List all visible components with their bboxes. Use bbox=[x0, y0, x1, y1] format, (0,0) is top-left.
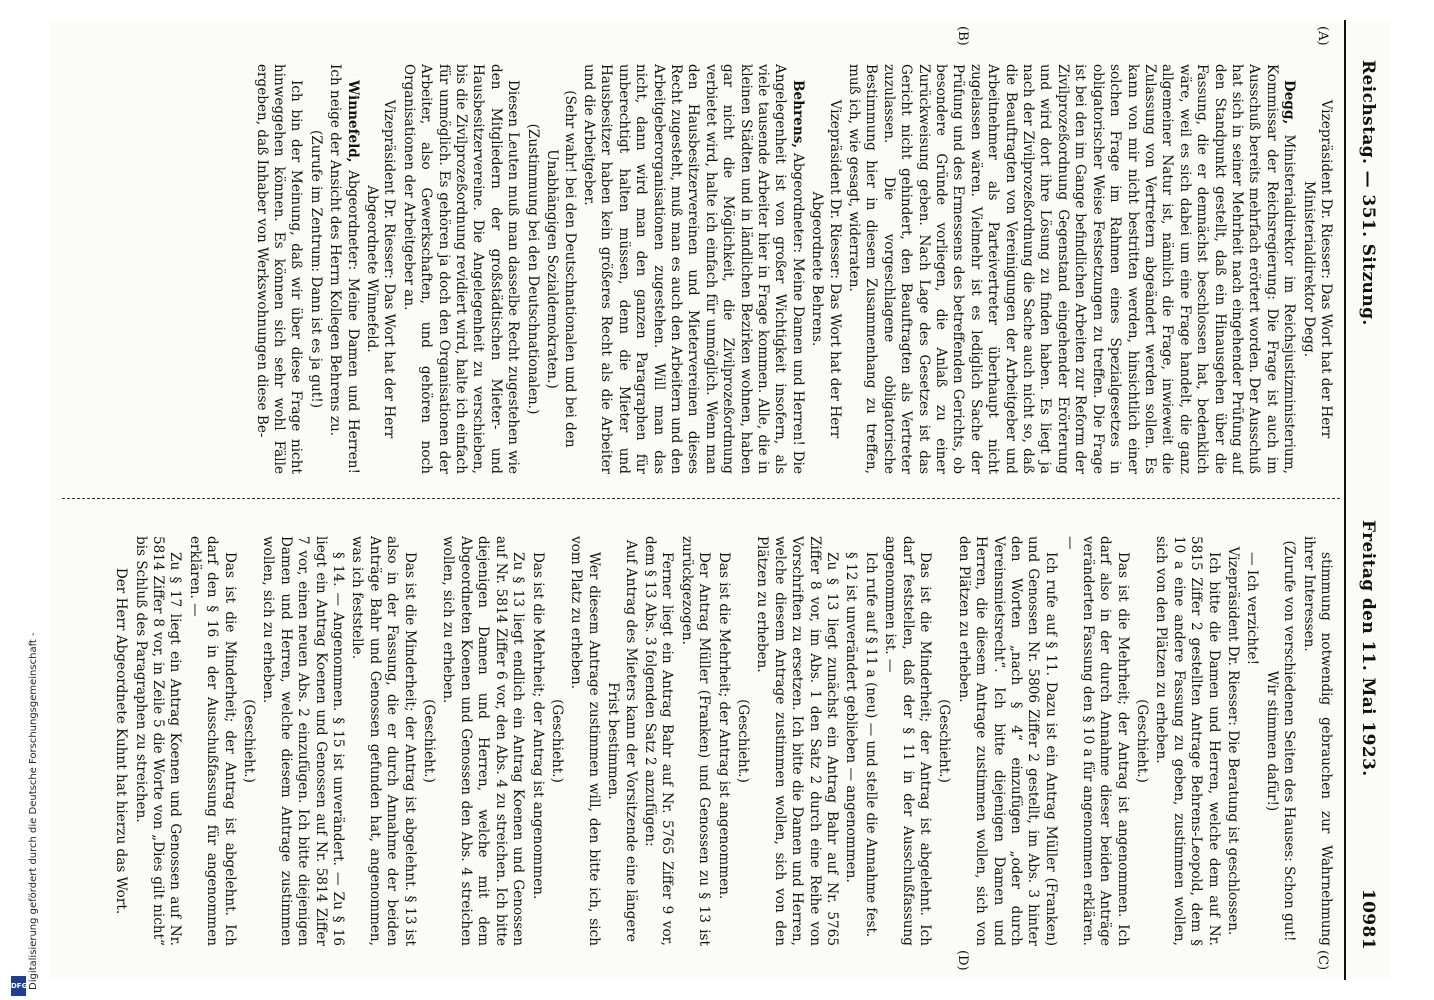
header-session: Reichstag. — 351. Sitzung. bbox=[1358, 60, 1378, 326]
paragraph-text: — Ich verzichte! bbox=[1244, 552, 1261, 666]
paragraph-text: Der Herr Abgeordnete Kuhnt hat hierzu das Wort. bbox=[113, 567, 130, 915]
paragraph bbox=[259, 536, 346, 946]
centered-note bbox=[1224, 536, 1241, 946]
speaker-name: Winnefeld, bbox=[344, 80, 361, 163]
paragraph bbox=[714, 536, 731, 946]
column-divider bbox=[62, 498, 1340, 499]
right-column bbox=[60, 536, 1334, 946]
centered-note bbox=[548, 536, 565, 946]
paragraph-text: Auf Antrag des Mieters kann der Vorsitzende eine längere Frist bestimmen. bbox=[605, 539, 639, 943]
paragraph-text: Vizepräsident Dr. Riesser: Das Wort hat der Herr Abgeordnete Winnefeld. bbox=[364, 99, 398, 439]
paragraph-text: Das ist die Mehrheit; der Antrag ist angenommen. Ich darf also in der durch Annahme dieser beiden Anträge veränderten Fassung den § 10 a für angenommen erklären. — bbox=[1062, 536, 1131, 946]
paragraph-text: Abgeordneter: Meine Damen und Herren! Die Angelegenheit ist von großer Wichtigkeit insofern, als viele tausende Arbeiter hier in Frage kommen. Alle, die in kleinen Städten und in ländlichen Bezirken wohnen, haben gar nicht die Möglichkeit, die Zivilprozeßordnung verbietet wird, halte ich einfach für unmöglich. Wenn man den Hausbesitzervereinen und Mietervereinen dieses Recht zugesteht, muß man es auch den Arbeitern und den Arbeitgeberorganisationen zugestehen. Will man das nicht, dann wird man den ganzen Paragraphen für unberechtigt halten müssen, denn die Mieter und Hausbesitzer haben kein größeres Recht als die Arbeiter und die Arbeitgeber. bbox=[580, 64, 806, 474]
page-number: 10981 bbox=[1358, 888, 1378, 950]
centered-note bbox=[935, 536, 952, 946]
paragraph-text: Ich rufe auf § 11 a (neu) — und stelle die Annahme fest. bbox=[862, 552, 879, 938]
paragraph bbox=[131, 536, 183, 946]
speaker-name: Behrens, bbox=[789, 80, 806, 149]
paragraph-text: § 14. — Angenommen. § 15 ist unverändert. — Zu § 16 liegt ein Antrag Koenen und Genossen auf Nr. 5814 Ziffer 7 vor, einen neuen Abs. 2 einzufügen. Ich bitte diejenigen Damen und Herren, welche diesem Antrage zustimmen wollen, sich zu erheben. bbox=[260, 536, 347, 946]
page-header bbox=[1344, 20, 1390, 980]
paragraph-text: Das ist die Mehrheit; der Antrag ist angenommen. bbox=[529, 552, 546, 900]
paragraph bbox=[252, 64, 304, 474]
paragraph-text: § 12 ist unverändert geblieben — angenommen. bbox=[843, 552, 860, 883]
margin-mark-a: (A) bbox=[1315, 26, 1330, 46]
paragraph-text: Vizepräsident Dr. Riesser: Das Wort hat der Herr Abgeordnete Behrens. bbox=[809, 99, 843, 439]
paragraph bbox=[348, 536, 418, 946]
paragraph-text: Ferner liegt ein Antrag Bahr auf Nr. 5765 Ziffer 9 vor, dem § 13 Abs. 3 folgenden Satz 2 anzufügen: bbox=[641, 536, 676, 946]
margin-mark-d: (D) bbox=[955, 950, 970, 971]
paragraph-text: Das ist die Minderheit; der Antrag ist abgelehnt. § 13 ist also in der Fassung, die er durch Annahme der beiden Anträge Bahr und Genossen gefunden hat, angenommen, was ich feststelle. bbox=[349, 536, 418, 946]
paragraph-text: (Geschieht.) bbox=[548, 699, 565, 783]
centered-note bbox=[240, 536, 257, 946]
document-page bbox=[50, 20, 1390, 980]
header-date: Freitag den 11. Mai 1923. bbox=[1358, 520, 1378, 777]
paragraph bbox=[1299, 536, 1334, 946]
paragraph bbox=[845, 64, 1298, 474]
paragraph-text: Das ist die Mehrheit; der Antrag ist angenommen. bbox=[715, 552, 732, 900]
paragraph-text: Zu § 13 liegt endlich ein Antrag Koenen und Genossen auf Nr. 5814 Ziffer 6 vor, den Abs. 4 zu streichen. Ich bitte diejenigen Damen und Herren, welche mit dem Abgeordneten Koenen und Genossen den Abs. 4 streichen wollen, sich zu erheben. bbox=[440, 536, 527, 946]
paragraph bbox=[1061, 536, 1131, 946]
centered-note bbox=[112, 536, 129, 946]
paragraph bbox=[753, 536, 840, 946]
paragraph bbox=[881, 536, 933, 946]
paragraph bbox=[677, 536, 712, 946]
paragraph bbox=[567, 536, 602, 946]
paragraph-text: Ich bitte die Damen und Herren, welche dem auf Nr. 5815 Ziffer 2 gestellten Antrage Behrens-Leopold, dem § 10 a eine andere Fassung zu geben, zustimmen wollen, sich von den Plätzen zu erheben. bbox=[1153, 536, 1222, 946]
paragraph bbox=[528, 536, 545, 946]
margin-mark-b: (B) bbox=[955, 26, 970, 46]
paragraph-text: Diesen Leuten muß man dasselbe Recht zugestehen wie den Mitgliedern der großstädtischen Mieter- und Hausbesitzervereine. Die Angelegenheit zu verschieben, bis die Zivilprozeßordnung revidiert wird, halte ich einfach für unmöglich. Es gehören ja doch den Organisationen der Arbeiter, also Gewerkschaften, und gehören noch Organisationen der Arbeitgeber an. bbox=[400, 64, 522, 474]
centered-note bbox=[523, 64, 540, 474]
paragraph bbox=[641, 536, 676, 946]
margin-mark-c: (C) bbox=[1315, 950, 1330, 971]
paragraph-text: (Geschieht.) bbox=[735, 699, 751, 783]
digitization-credit bbox=[8, 10, 39, 990]
centered-note bbox=[306, 64, 323, 474]
paragraph bbox=[842, 536, 859, 946]
paragraph-text: (Sehr wahr! bei den Deutschnationalen und bei den Unabhängigen Sozialdemokraten.) bbox=[544, 90, 578, 448]
paragraph-text: Ich rufe auf § 11. Dazu ist ein Antrag Müller (Franken) und Genossen Nr. 5806 Ziffer 2 gestellt, im Abs. 3 hinter den Worten „nach § 4“ einzufügen „oder durch Vereinsmietsrecht“. Ich bitte diejenigen Damen und Herren, die diesem Antrage zustimmen wollen, sich von den Plätzen zu erheben. bbox=[955, 536, 1059, 946]
speaker-name: Degg, bbox=[1281, 80, 1298, 125]
centered-note bbox=[1299, 64, 1334, 474]
left-column bbox=[60, 64, 1334, 474]
centered-note bbox=[808, 64, 843, 474]
paragraph-text: Zu § 17 liegt ein Antrag Koenen und Genossen auf Nr. 5814 Ziffer 8 vor, in Zeile 5 die Worte von „Dies gilt nicht“ bis Schluß des Paragraphen zu streichen. bbox=[132, 536, 184, 946]
centered-note bbox=[734, 536, 751, 946]
paragraph bbox=[326, 64, 361, 474]
paragraph-text: Zu § 13 liegt zunächst ein Antrag Bahr auf Nr. 5765 Ziffer 8 vor, im Abs. 1 den Satz 2 durch eine Reihe von Vorschriften zu ersetzen. Ich bitte die Damen und Herren, welche diesem Antrage zustimmen wollen, sich von den Plätzen zu erheben. bbox=[754, 536, 841, 946]
paragraph-text: (Geschieht.) bbox=[1133, 699, 1150, 783]
paragraph-text: Das ist die Minderheit; der Antrag ist abgelehnt. Ich darf feststellen, daß der § 11 in der Ausschußfassung angenommen ist. — bbox=[882, 536, 934, 946]
paragraph-text: Wer diesem Antrage zustimmen will, den bitte ich, sich vom Platz zu erheben. bbox=[568, 536, 602, 946]
credit-text: Digitalisierung gefördert durch die Deutsche Forschungsgemeinschaft - bbox=[28, 632, 39, 990]
paragraph-text: (Geschieht.) bbox=[936, 699, 953, 783]
centered-note bbox=[604, 536, 639, 946]
paragraph-text: Vizepräsident Dr. Riesser: Das Wort hat der Herr Ministerialdirektor Degg. bbox=[1300, 99, 1334, 439]
paragraph bbox=[399, 64, 521, 474]
centered-note bbox=[1133, 536, 1150, 946]
paragraph bbox=[1152, 536, 1222, 946]
paragraph bbox=[861, 536, 878, 946]
paragraph bbox=[439, 536, 526, 946]
paragraph-text: Das ist die Minderheit; der Antrag ist abgelehnt. Ich darf den § 16 in der Ausschußfassung für angenommen erklären. — bbox=[186, 536, 238, 946]
paragraph bbox=[185, 536, 237, 946]
paragraph-text: Abgeordneter: Meine Damen und Herren! Ich neige der Ansicht des Herrn Kollegen Behrens zu. bbox=[327, 64, 361, 474]
paragraph-text: (Zustimmung bei den Deutschnationalen.) bbox=[524, 123, 541, 415]
centered-note bbox=[363, 64, 398, 474]
paragraph bbox=[580, 64, 806, 474]
paragraph-text: (Geschieht.) bbox=[241, 699, 258, 783]
paragraph-text: stimmung notwendig gebrauchen zur Wahrnehmung ihrer Interessen. bbox=[1300, 536, 1334, 946]
paragraph-text: (Geschieht.) bbox=[421, 699, 438, 783]
paragraph-text: (Zurufe im Zentrum: Dann ist es ja gut!) bbox=[307, 129, 324, 409]
dfg-logo: DFG bbox=[11, 976, 26, 996]
paragraph-text: Ministerialdirektor im Reichsjustizministerium, Kommissar der Reichsregierung: Die Frage ist auch im Ausschuß bereits mehrfach erörtert worden. Der Ausschuß hat sich in seiner Mehrheit nach eingehender Prüfung auf den Standpunkt gestellt, daß ein Hinausgehen über die Fassung, die er demnächst beschlossen hat, bedenklich wäre, weil es sich dabei um eine Frage handelt, die ganz allgemeiner Natur ist, nämlich die Frage, inwieweit die Zulassung von Vertretern abgeändert werden sollen. Es kann von mir nicht bestritten werden, hinsichtlich einer solchen Frage im Rahmen eines Spezialgesetzes in obligatorischer Weise Festsetzungen zu treffen. Die Frage ist bei den im Gange befindlichen Arbeiten zur Reform der Zivilprozeßordnung Gegenstand eingehender Erörterung und wird dort ihre Lösung zu finden haben. Es liegt ja nach der Zivilprozeßordnung die Sache auch nicht so, daß die Beauftragten von Vereinigungen der Arbeitgeber und Arbeitnehmer als Parteivertreter überhaupt nicht zugelassen wären. Vielmehr ist es lediglich Sache der Prüfung und des Ermessens des betreffenden Gerichts, ob besondere Gründe vorliegen, die Anlaß zu einer Zurückweisung geben. Nach Lage des Gesetzes ist das Gericht nicht gehindert, den Beauftragten als Vertreter zuzulassen. Die vorgeschlagene obligatorische Bestimmung hier in diesem Zusammenhang zu treffen, muß ich, wie gesagt, widerraten. bbox=[846, 64, 1298, 474]
paragraph-text: Der Antrag Müller (Franken) und Genossen zu § 13 ist zurückgezogen. bbox=[678, 536, 713, 946]
paragraph bbox=[1243, 536, 1260, 946]
centered-note bbox=[1262, 536, 1297, 946]
paragraph-text: Ich bin der Meinung, daß wir über diese Frage nicht hinweggehen können. Es können sich sehr wohl Fälle ergeben, daß Inhaber von Werkswohnungen diese Be- bbox=[253, 64, 305, 474]
centered-note bbox=[543, 64, 578, 474]
paragraph-text: (Zurufe von verschiedenen Seiten des Hauses: Schon gut! Wir stimmen dafür!) bbox=[1263, 540, 1298, 942]
paragraph bbox=[954, 536, 1058, 946]
paragraph-text: Vizepräsident Dr. Riesser: Die Beratung ist geschlossen. bbox=[1224, 546, 1241, 936]
centered-note bbox=[420, 536, 437, 946]
